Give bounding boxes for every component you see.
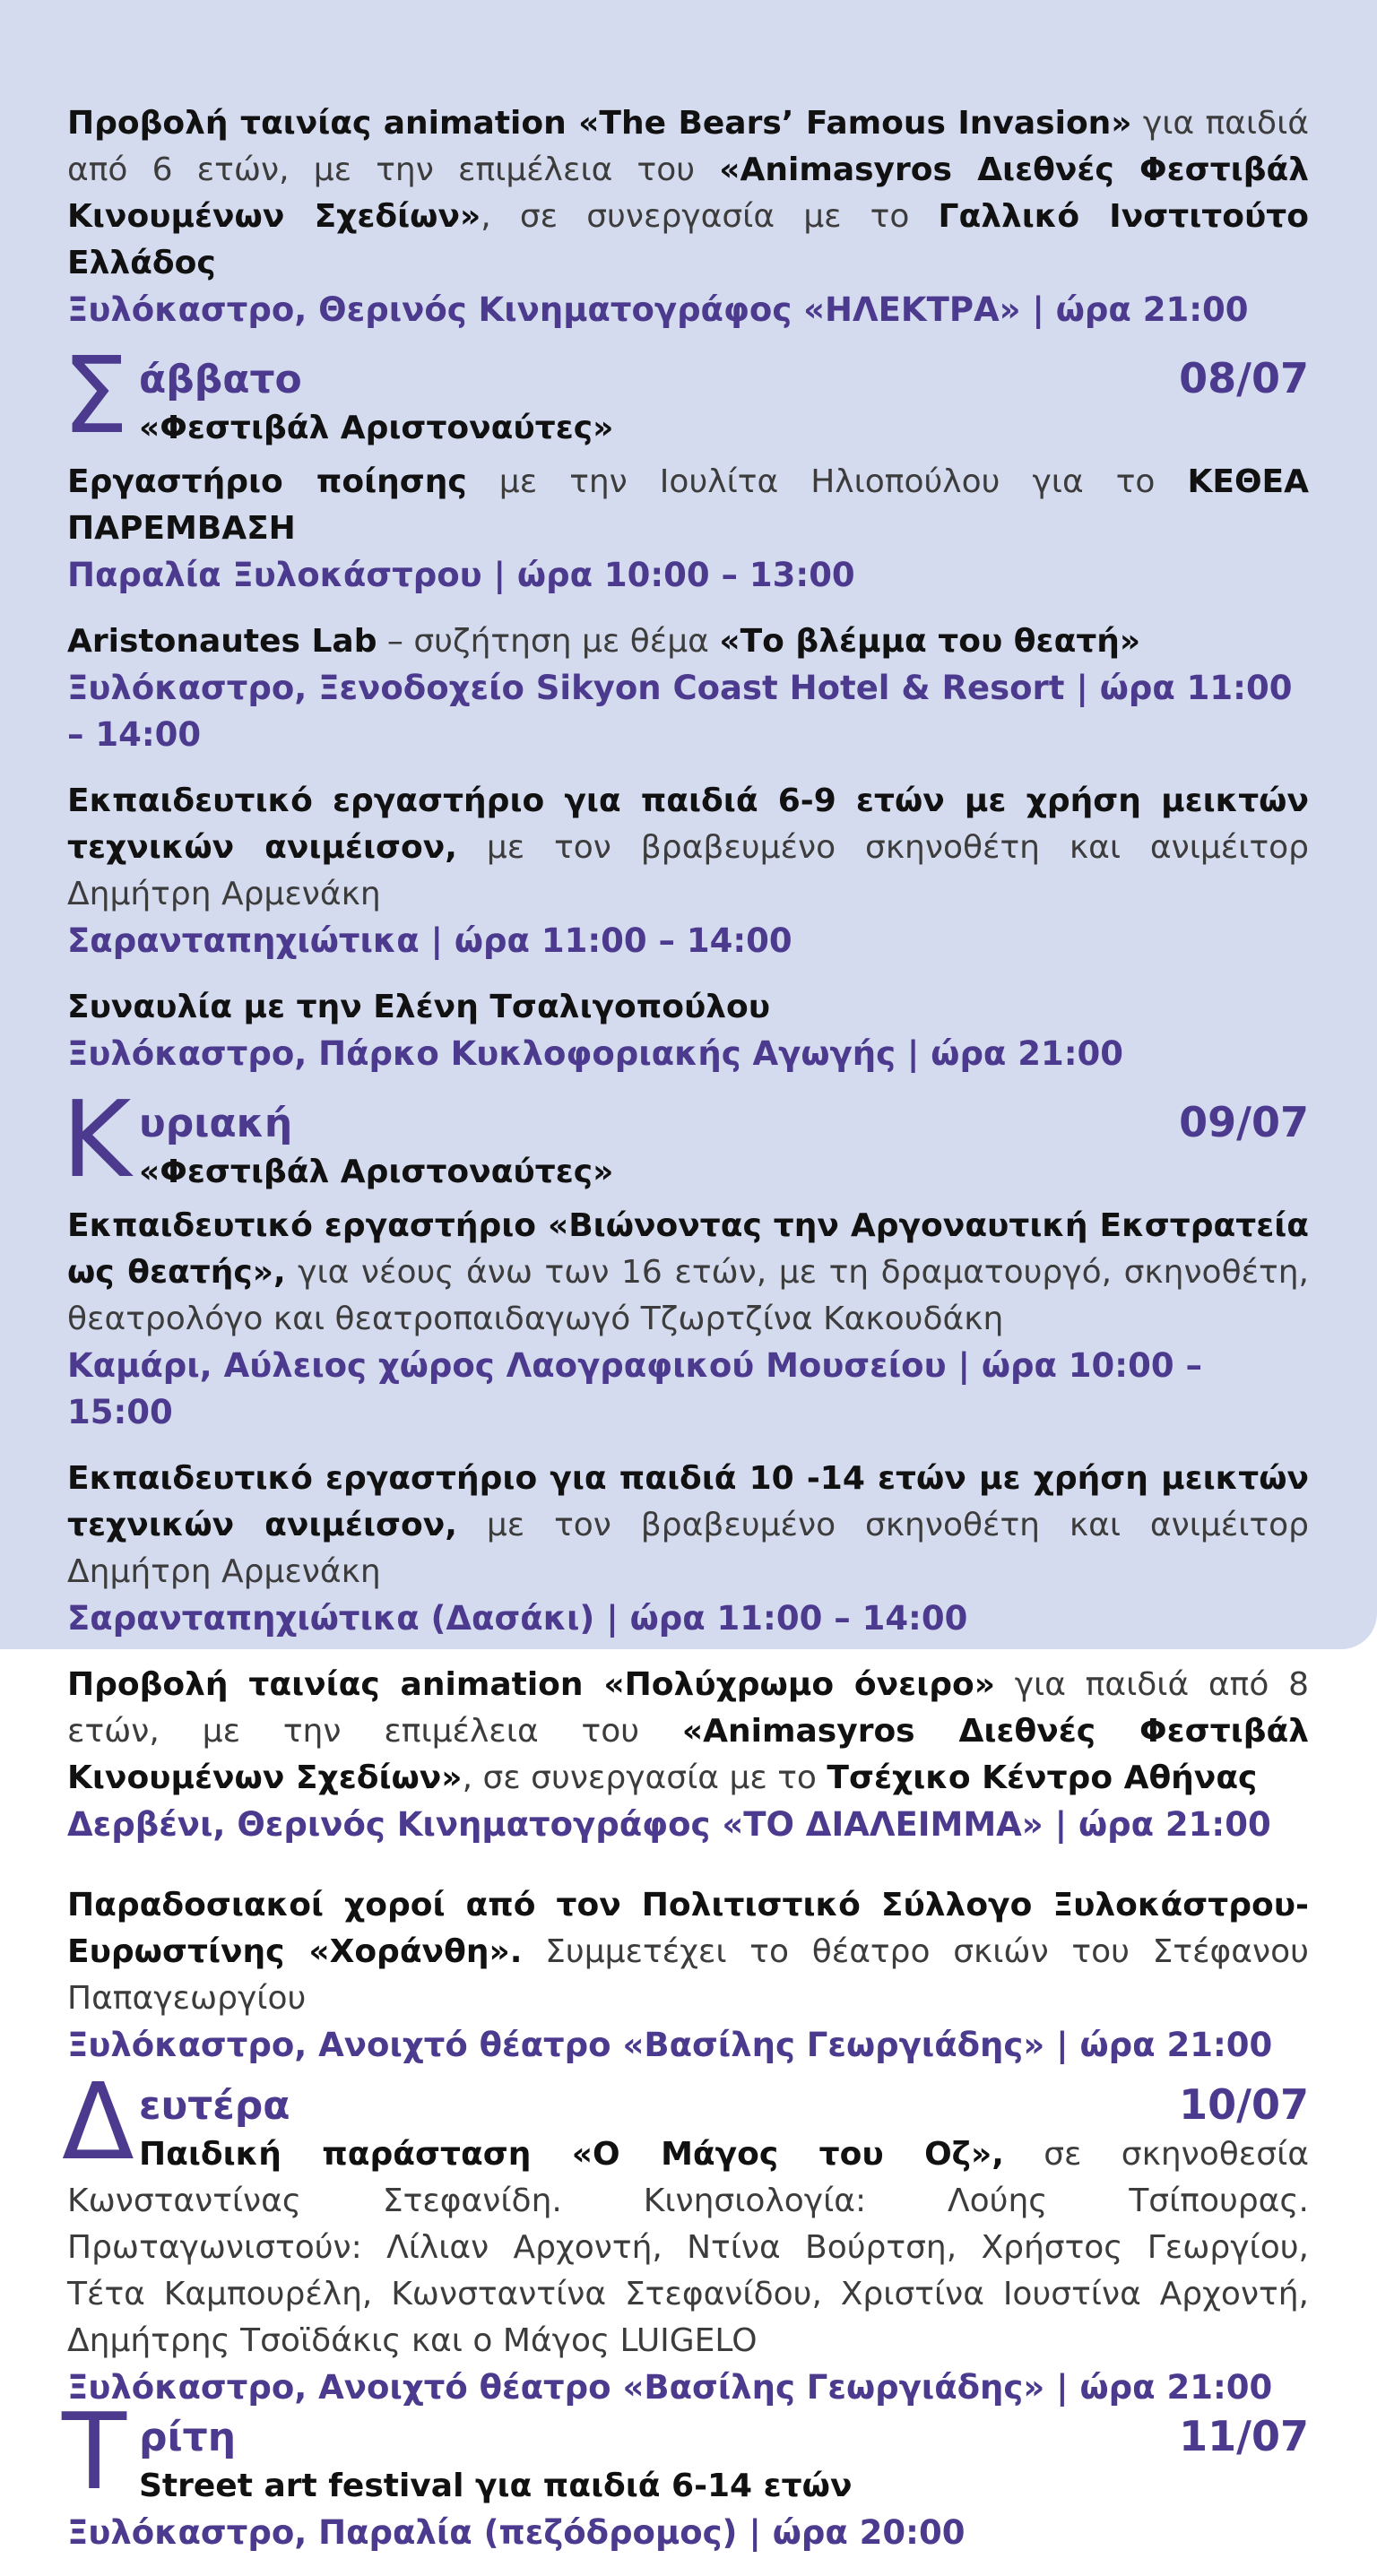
day-date: 10/07: [1179, 2080, 1309, 2129]
event-location: Ξυλόκαστρο, Παραλία (πεζόδρομος) | ώρα 20:00: [67, 2513, 966, 2552]
program-content: [62, 100, 1310, 2576]
event-location: Ξυλόκαστρο, Ξενοδοχείο Sikyon Coast Hotel & Resort | ώρα 11:00 – 14:00: [67, 669, 1293, 754]
event-location: Παραλία Ξυλοκάστρου | ώρα 10:00 – 13:00: [67, 556, 855, 594]
event-animation-workshop-10-14: [67, 1456, 1309, 1642]
event-location: Σαρανταπηχιώτικα (Δασάκι) | ώρα 11:00 – 14:00: [67, 1599, 968, 1638]
event-description: Εκπαιδευτικό εργαστήριο «Βιώνοντας την Αργοναυτική Εκστρατεία ως θεατής», για νέους άνω των 16 ετών, με τη δραματουργό, σκηνοθέτη, θεατρολόγο και θεατροπαιδαγωγό Τζωρτζίνα Κακουδάκη: [67, 1207, 1309, 1337]
event-description: Aristonautes Lab – συζήτηση με θέμα «Το βλέμμα του θεατή»: [67, 623, 1141, 660]
event-bears-screening: [67, 100, 1309, 333]
day-date: 08/07: [1179, 354, 1309, 402]
event-argonauts-workshop: [67, 1203, 1309, 1436]
event-concert: [67, 984, 1309, 1077]
event-description: Παιδική παράσταση «Ο Μάγος του Οζ», σε σκηνοθεσία Κωνσταντίνας Στεφανίδη. Κινησιολογία: Λούης Τσίπουρας. Πρωταγωνιστούν: Λίλιαν Αρχοντή, Ντίνα Βούρτση, Χρήστος Γεωργίου, Τέτα Καμπουρέλη, Κωνσταντίνα Στεφανίδου, Χριστίνα Ιουστίνα Αρχοντή, Δημήτρης Τσοϊδάκις και ο Μάγος LUIGELO: [67, 2136, 1309, 2359]
day-initial-letter: Δ: [62, 2060, 134, 2183]
event-description: Προβολή ταινίας animation «Πολύχρωμο όνειρο» για παιδιά από 8 ετών, με την επιμέλεια του «Animasyros Διεθνές Φεστιβάλ Κινουμένων Σχεδίων», σε συνεργασία με το Τσέχικο Κέντρο Αθήνας: [67, 1666, 1309, 1796]
event-description: Προβολή ταινίας animation «The Bears’ Famous Invasion» για παιδιά από 6 ετών, με την επιμέλεια του «Animasyros Διεθνές Φεστιβάλ Κινουμένων Σχεδίων», σε συνεργασία με το Γαλλικό Ινστιτούτο Ελλάδος: [67, 105, 1309, 281]
festival-name: «Φεστιβάλ Αριστοναύτες»: [139, 1154, 614, 1190]
day-date: 11/07: [1179, 2412, 1309, 2460]
event-location: Καμάρι, Αύλειος χώρος Λαογραφικού Μουσείου | ώρα 10:00 – 15:00: [67, 1346, 1202, 1431]
event-location: Σαρανταπηχιώτικα | ώρα 11:00 – 14:00: [67, 921, 792, 960]
event-description: Εκπαιδευτικό εργαστήριο για παιδιά 6-9 ετών με χρήση μεικτών τεχνικών ανιμέισον, με τον βραβευμένο σκηνοθέτη και ανιμέιτορ Δημήτρη Αρμενάκη: [67, 782, 1310, 912]
day-initial-letter: Σ: [62, 333, 129, 457]
event-location: Ξυλόκαστρο, Ανοιχτό θέατρο «Βασίλης Γεωργιάδης» | ώρα 21:00: [67, 2368, 1273, 2407]
event-poetry-workshop: [67, 459, 1309, 599]
event-description: Παραδοσιακοί χοροί από τον Πολιτιστικό Σύλλογο Ξυλοκάστρου-Ευρωστίνης «Χοράνθη». Συμμετέχει το θέατρο σκιών του Στέφανου Παπαγεωργίου: [67, 1887, 1310, 2017]
day-header-sunday: [62, 1077, 1309, 1201]
event-wizard-of-oz: [67, 2131, 1309, 2411]
day-header-monday: [62, 2060, 1309, 2183]
event-location: Ξυλόκαστρο, Ανοιχτό θέατρο «Βασίλης Γεωργιάδης» | ώρα 21:00: [67, 2026, 1273, 2064]
day-initial-letter: Κ: [62, 1077, 132, 1201]
event-description: Εκπαιδευτικό εργαστήριο για παιδιά 10 -14 ετών με χρήση μεικτών τεχνικών ανιμέισον, με τον βραβευμένο σκηνοθέτη και ανιμέιτορ Δημήτρη Αρμενάκη: [67, 1460, 1310, 1590]
event-animation-workshop-6-9: [67, 778, 1309, 964]
event-aristonautes-lab: [67, 618, 1309, 758]
day-date: 09/07: [1179, 1098, 1309, 1146]
event-colorful-dream-screening: [67, 1662, 1309, 1848]
day-header-saturday: [62, 333, 1309, 457]
day-name: ευτέρα: [139, 2083, 290, 2129]
event-street-art-festival: [67, 2463, 1309, 2556]
event-description: Street art festival για παιδιά 6-14 ετών: [139, 2468, 853, 2504]
event-description: Εργαστήριο ποίησης με την Ιουλίτα Ηλιοπούλου για το ΚΕΘΕΑ ΠΑΡΕΜΒΑΣΗ: [67, 463, 1309, 547]
day-name: υριακή: [139, 1101, 293, 1146]
event-traditional-dances: [67, 1882, 1309, 2069]
day-name: άββατο: [139, 357, 302, 402]
event-description: Συναυλία με την Ελένη Τσαλιγοπούλου: [67, 989, 771, 1025]
event-location: Ξυλόκαστρο, Θερινός Κινηματογράφος «ΗΛΕΚΤΡΑ» | ώρα 21:00: [67, 290, 1249, 329]
event-location: Ξυλόκαστρο, Πάρκο Κυκλοφοριακής Αγωγής | ώρα 21:00: [67, 1034, 1124, 1073]
day-initial-letter: Τ: [62, 2390, 127, 2513]
festival-name: «Φεστιβάλ Αριστοναύτες»: [139, 410, 614, 446]
event-location: Δερβένι, Θερινός Κινηματογράφος «ΤΟ ΔΙΑΛΕΙΜΜΑ» | ώρα 21:00: [67, 1805, 1271, 1844]
day-name: ρίτη: [139, 2415, 237, 2460]
